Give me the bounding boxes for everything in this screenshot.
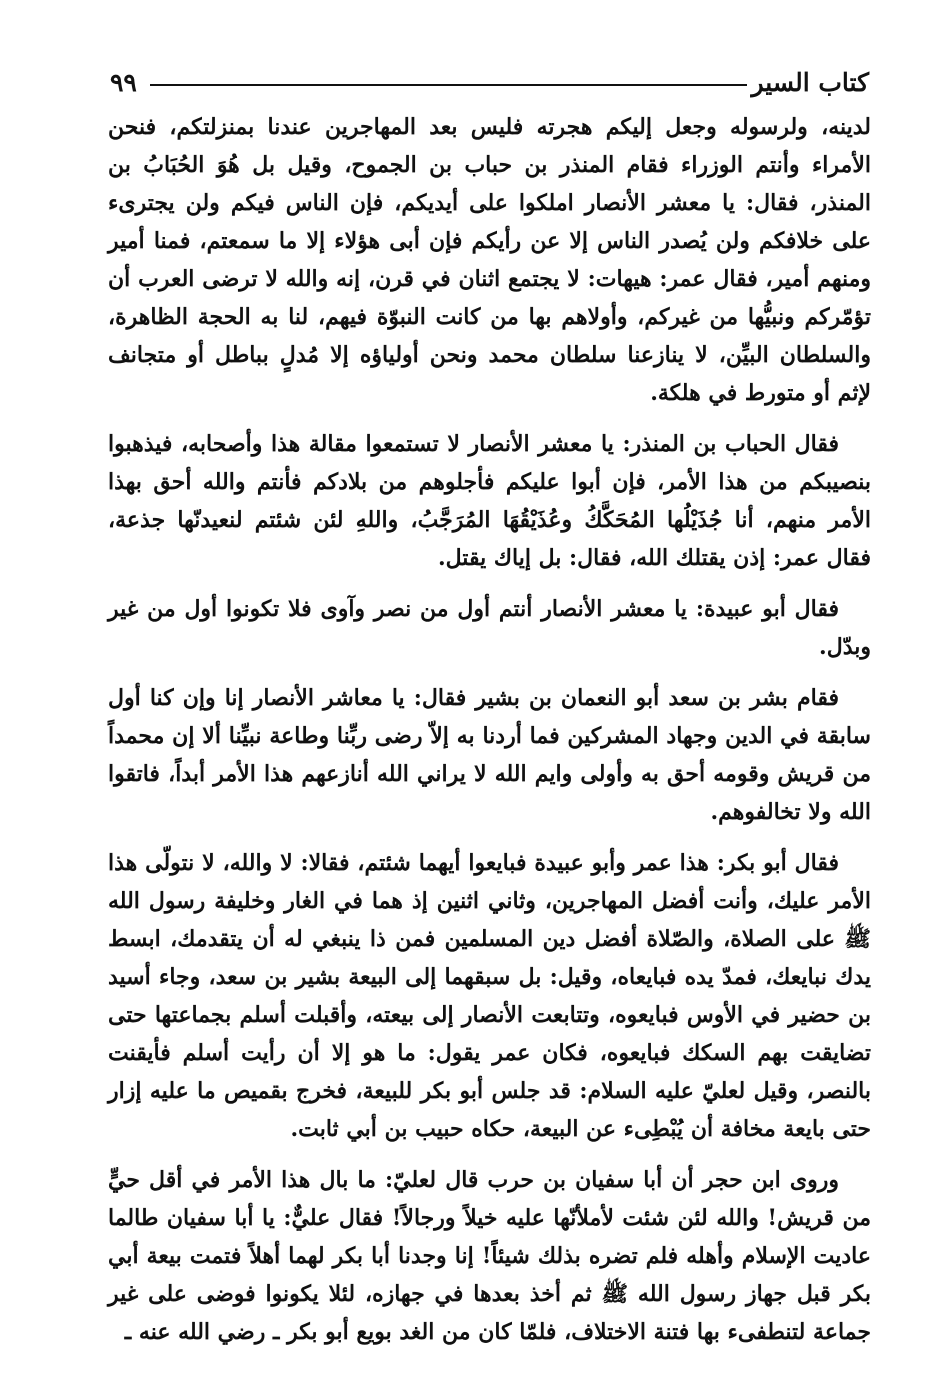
page-header	[110, 66, 869, 106]
page-number: ٩٩	[110, 68, 137, 97]
paragraph: فقال الحباب بن المنذر: يا معشر الأنصار لا تستمعوا مقالة هذا وأصحابه، فيذهبوا بنصيبكم من هذا الأمر، فإن أبوا عليكم فأجلوهم من بلادكم فأنتم والله أحق بهذا الأمر منهم، أنا جُذَيْلُها المُحَكَّكُ وعُذَيْقُهَا المُرَجَّبُ، واللهِ لئن شئتم لنعيدنّها جذعة، فقال عمر: إذن يقتلك الله، فقال: بل إياك يقتل.	[108, 431, 871, 571]
header-rule	[150, 84, 747, 86]
paragraph: فقال أبو بكر: هذا عمر وأبو عبيدة فبايعوا أيهما شئتم، فقالا: لا والله، لا نتولّى هذا الأمر عليك، وأنت أفضل المهاجرين، وثاني اثنين إذ هما في الغار وخليفة رسول الله ﷺ على الصلاة، والصّلاة أفضل دين المسلمين فمن ذا ينبغي له أن يتقدمك، ابسط يدك نبايعك، فمدّ يده فبايعاه، وقيل: بل سبقهما إلى البيعة بشير بن سعد، وجاء أسيد بن حضير في الأوس فبايعوه، وتتابعت الأنصار إلى بيعته، وأقبلت أسلم بجماعتها حتى تضايقت بهم السكك فبايعوه، فكان عمر يقول: ما هو إلا أن رأيت أسلم فأيقنت بالنصر، وقيل لعليّ عليه السلام: قد جلس أبو بكر للبيعة، فخرج بقميص ما عليه إزار حتى بايعة مخافة أن يُبْطِىء عن البيعة، حكاه حبيب بن أبي ثابت.	[108, 850, 871, 1142]
paragraph: فقام بشر بن سعد أبو النعمان بن بشير فقال: يا معاشر الأنصار إنا وإن كنا أول سابقة في الدين وجهاد المشركين فما أردنا به إلاّ رضى ربِّنا وطاعة نبيِّنا ألا إن محمداً من قريش وقومه أحق به وأولى وايم الله لا يراني الله أنازعهم هذا الأمر أبداً، فاتقوا الله ولا تخالفوهم.	[108, 685, 871, 825]
paragraph: لدينه، ولرسوله وجعل إليكم هجرته فليس بعد المهاجرين عندنا بمنزلتكم، فنحن الأمراء وأنتم الوزراء فقام المنذر بن حباب بن الجموح، وقيل بل هُوَ الحُبَابُ بن المنذر، فقال: يا معشر الأنصار املكوا على أيديكم، فإن الناس فيكم ولن يجترىء على خلافكم ولن يُصدر الناس إلا عن رأيكم فإن أبى هؤلاء إلا ما سمعتم، فمنا أمير ومنهم أمير، فقال عمر: هيهات: لا يجتمع اثنان في قرن، إنه والله لا ترضى العرب أن تؤمّركم ونبيُّها من غيركم، وأولاهم بها من كانت النبوّة فيهم، لنا به الحجة الظاهرة، والسلطان البيِّن، لا ينازعنا سلطان محمد ونحن أولياؤه إلا مُدلٍ بباطل أو متجانف لإثم أو متورط في هلكة.	[108, 114, 872, 406]
paragraph: فقال أبو عبيدة: يا معشر الأنصار أنتم أول من نصر وآوى فلا تكونوا أول من غير وبدّل.	[108, 596, 871, 660]
page-body	[108, 108, 871, 1364]
paragraph: وروى ابن حجر أن أبا سفيان بن حرب قال لعليّ: ما بال هذا الأمر في أقل حيٍّ من قريش! والله لئن شئت لأملأنّها عليه خيلاً ورجالاً! فقال عليٌّ: يا أبا سفيان طالما عاديت الإسلام وأهله فلم تضره بذلك شيئاً! إنا وجدنا أبا بكر لهما أهلاً فتمت بيعة أبي بكر قبل جهاز رسول الله ﷺ ثم أخذ بعدها في جهازه، لئلا يكونوا فوضى على غير جماعة لتنطفىء بها فتنة الاختلاف، فلمّا كان من الغد بويع أبو بكر ـ رضي الله عنه ـ	[108, 1167, 871, 1345]
running-title: كتاب السير	[751, 68, 869, 97]
